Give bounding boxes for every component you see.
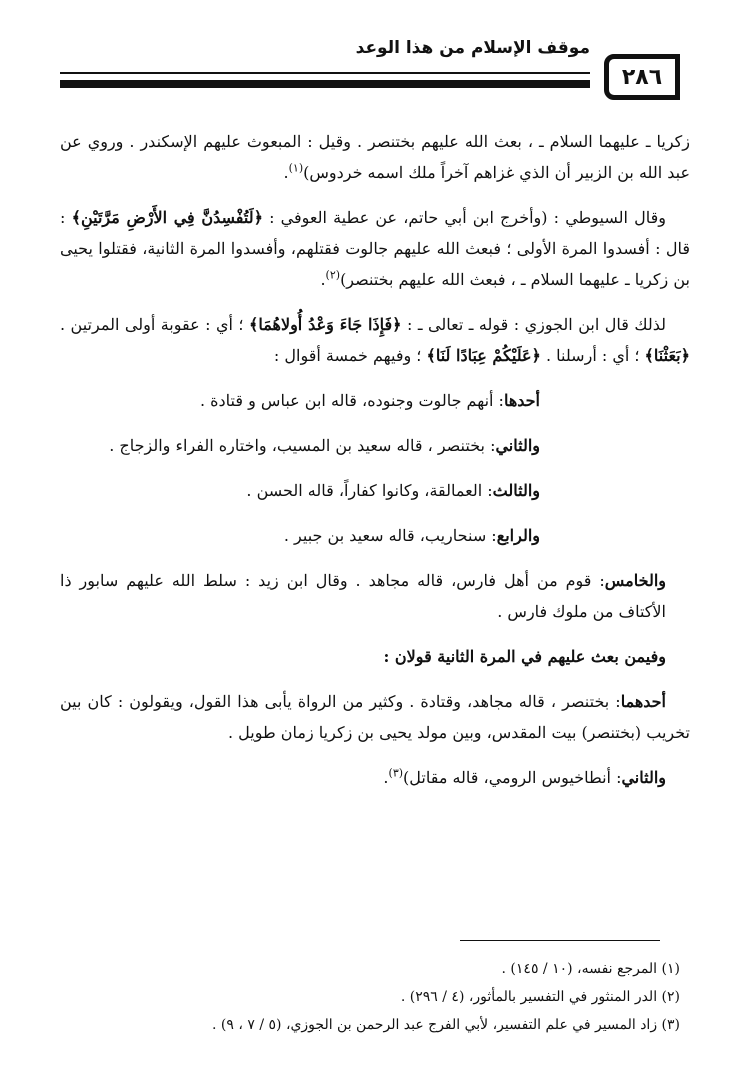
header-rule-thin [60, 72, 590, 74]
opinion-5 [60, 565, 690, 627]
opinion-text: : العمالقة، وكانوا كفاراً، قاله الحسن . [246, 481, 493, 500]
quran-verse-4: ﴿عَلَيْكُمْ عِبَادًا لَنَا﴾ [426, 346, 541, 365]
opinion-1 [60, 385, 690, 416]
opinion-2 [60, 430, 690, 461]
second-opinion-2 [60, 762, 690, 793]
opinion-label: أحدهما [620, 692, 666, 711]
paragraph-1 [60, 126, 690, 188]
opinion-text: : سنحاريب، قاله سعيد بن جبير . [283, 526, 497, 545]
page-header [60, 30, 680, 100]
paragraph-1-end: . [283, 163, 289, 182]
opinion-label: والثالث [492, 481, 540, 500]
main-text [60, 126, 690, 807]
opinion-end: . [383, 768, 389, 787]
paragraph-3 [60, 309, 690, 371]
paragraph-3-text-a: ؛ أي : عقوبة أولى المرتين . [60, 315, 249, 334]
footnote-3: (٣) زاد المسير في علم التفسير، لأبي الفرج عبد الرحمن بن الجوزي، (٥ / ٧ ، ٩) . [212, 1017, 680, 1033]
paragraph-3-intro: لذلك قال ابن الجوزي : قوله ـ تعالى ـ : [401, 315, 667, 334]
opinion-text: : قوم من أهل فارس، قاله مجاهد . وقال ابن زيد : سلط الله عليهم سابور ذا الأكتاف من ملوك فارس . [60, 571, 666, 621]
footnote-divider [460, 940, 660, 941]
paragraph-1-text: زكريا ـ عليهما السلام ـ ، بعث الله عليهم بختنصر . وقيل : المبعوث عليهم الإسكندر . وروي عن عبد الله بن الزبير أن الذي غزاهم آخراً ملك اسمه خردوس) [60, 132, 690, 182]
footnote-2: (٢) الدر المنثور في التفسير بالمأثور، (٤ / ٢٩٦) . [400, 989, 680, 1005]
page-number: ٢٨٦ [604, 54, 680, 100]
paragraph-3-text-c: ؛ وفيهم خمسة أقوال : [273, 346, 427, 365]
paragraph-2-end: . [320, 270, 326, 289]
quran-verse-3: ﴿بَعَثْنَا﴾ [644, 346, 690, 365]
opinion-3 [60, 475, 690, 506]
footnote-ref-1[interactable]: (١) [288, 161, 304, 175]
opinion-text: : أنطاخيوس الرومي، قاله مقاتل) [403, 768, 622, 787]
quran-verse-1: ﴿لَتُفْسِدُنَّ فِي الأَرْضِ مَرَّتَيْنِ﴾ [71, 208, 263, 227]
footnote-1: (١) المرجع نفسه، (١٠ / ١٤٥) . [501, 961, 680, 977]
paragraph-2-text: : قال : أفسدوا المرة الأولى ؛ فبعث الله عليهم جالوت فقتلهم، وأفسدوا المرة الثانية، فقتلوا يحيى بن زكريا ـ عليهما السلام ـ ، فبعث الله عليهم بختنصر) [60, 208, 690, 289]
paragraph-2 [60, 202, 690, 295]
quran-verse-2: ﴿فَإِذَا جَاءَ وَعْدُ أُولاهُمَا﴾ [249, 315, 402, 334]
opinion-4 [60, 520, 690, 551]
second-opinion-1 [60, 686, 690, 748]
opinion-label: والثاني [621, 768, 666, 787]
opinion-label: أحدها [503, 391, 540, 410]
paragraph-3-text-b: ؛ أي : أرسلنا . [540, 346, 645, 365]
footnotes [60, 955, 690, 1039]
footnote-ref-3[interactable]: (٣) [388, 766, 404, 780]
opinion-label: والثاني [495, 436, 540, 455]
opinion-text: : أنهم جالوت وجنوده، قاله ابن عباس و قتادة . [200, 391, 504, 410]
opinion-text: : بختنصر ، قاله سعيد بن المسيب، واختاره الفراء والزجاج . [109, 436, 496, 455]
opinion-label: والرابع [496, 526, 540, 545]
paragraph-2-intro: وقال السيوطي : (وأخرج ابن أبي حاتم، عن عطية العوفي : [262, 208, 667, 227]
opinion-text: : بختنصر ، قاله مجاهد، وقتادة . وكثير من الرواة يأبى هذا القول، ويقولون : كان بين تخريب (بختنصر) بيت المقدس، وبين مولد يحيى بن زكريا زمان طويل . [60, 692, 690, 742]
opinion-label: والخامس [604, 571, 666, 590]
running-title: موقف الإسلام من هذا الوعد [355, 38, 590, 58]
second-section-heading: وفيمن بعث عليهم في المرة الثانية قولان : [383, 647, 666, 666]
header-rule-thick [60, 80, 590, 88]
footnote-ref-2[interactable]: (٢) [325, 268, 341, 282]
